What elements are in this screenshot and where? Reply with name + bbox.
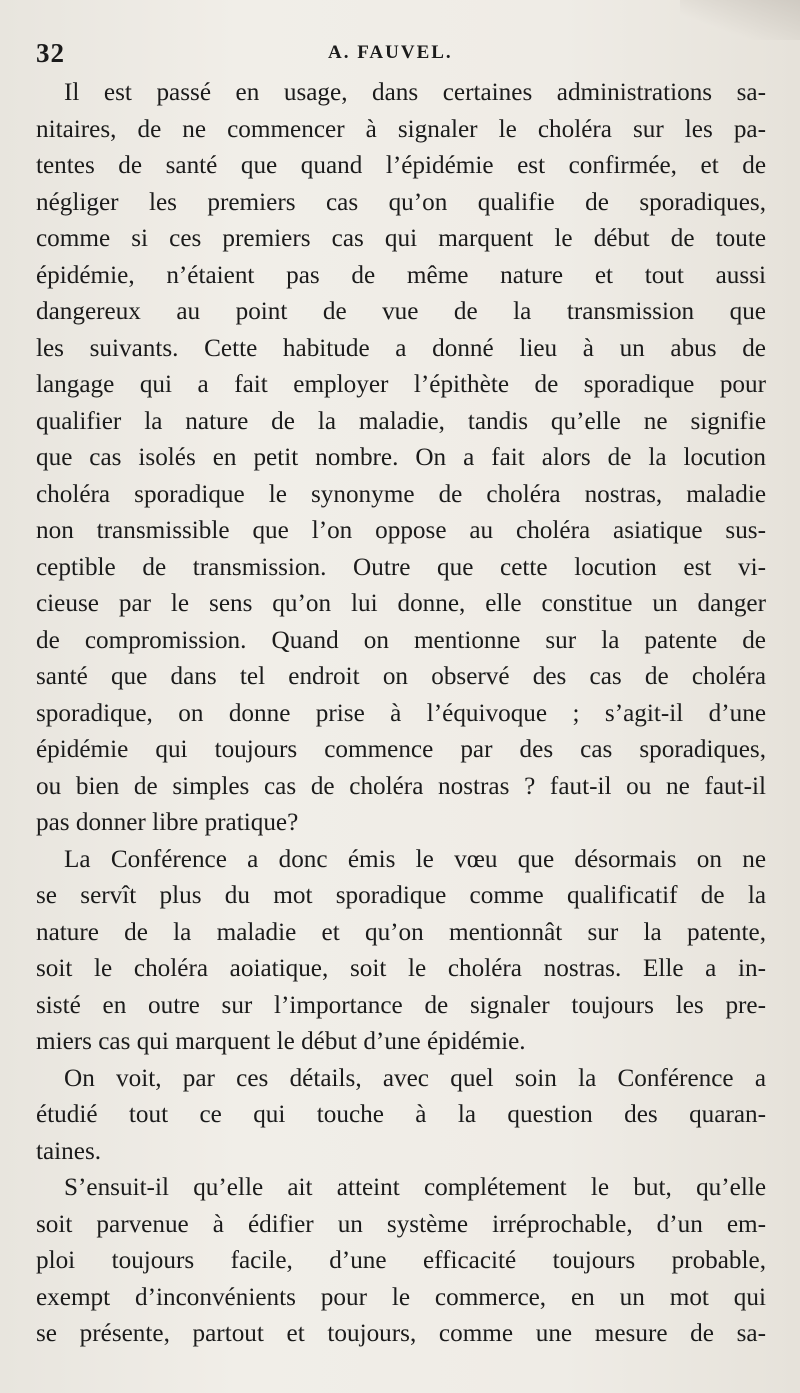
text-line: dangereux au point de vue de la transmission que [36,298,766,325]
text-line: épidémie, n’étaient pas de même nature et tout aussi [36,261,766,289]
text-line: ceptible de transmission. Outre que cette locution est vi- [36,553,766,581]
page-number: 32 [36,38,65,68]
text-line: qualifier la nature de la maladie, tandis qu’elle ne signifie [36,407,766,435]
text-line: On voit, par ces détails, avec quel soin la Conférence a [64,1064,766,1092]
text-line: Il est passé en usage, dans certaines administrations sa- [64,79,766,106]
text-line: que cas isolés en petit nombre. On a fait alors de la locution [36,444,766,471]
text-line: soit parvenue à édifier un système irréprochable, d’un em- [36,1210,766,1238]
text-line: La Conférence a donc émis le vœu que désormais on ne [64,845,766,873]
text-line: pas donner libre pratique? [36,809,299,836]
text-line: nitaires, de ne commencer à signaler le choléra sur les pa- [36,115,766,143]
text-line: comme si ces premiers cas qui marquent le début de toute [36,225,766,252]
text-line: cieuse par le sens qu’on lui donne, elle constitue un danger [36,590,766,617]
text-line: les suivants. Cette habitude a donné lieu à un abus de [36,334,766,362]
text-line: sisté en outre sur l’importance de signaler toujours les pre- [36,991,766,1019]
text-line: exempt d’inconvénients pour le commerce, en un mot qui [36,1283,766,1311]
text-line: ou bien de simples cas de choléra nostras ? faut-il ou ne faut-il [36,772,766,800]
text-line: ploi toujours facile, d’une efficacité toujours probable, [36,1247,766,1274]
text-line: soit le choléra aoiatique, soit le choléra nostras. Elle a in- [36,955,766,982]
text-line: sporadique, on donne prise à l’équivoque ; s’agit-il d’une [36,699,766,727]
text-line: choléra sporadique le synonyme de choléra nostras, maladie [36,480,766,508]
page-header [36,38,776,72]
text-line: nature de la maladie et qu’on mentionnât sur la patente, [36,918,766,946]
text-line: taines. [36,1137,102,1165]
text-line: S’ensuit-il qu’elle ait atteint complétement le but, qu’elle [64,1174,766,1201]
page-corner-shadow [680,0,800,40]
text-line: étudié tout ce qui touche à la question des quaran- [36,1101,766,1128]
text-line: miers cas qui marquent le début d’une épidémie. [36,1028,526,1055]
text-line: de compromission. Quand on mentionne sur la patente de [36,626,766,654]
text-line: négliger les premiers cas qu’on qualifie de sporadiques, [36,188,766,216]
text-line: non transmissible que l’on oppose au choléra asiatique sus- [36,517,766,544]
text-line: tentes de santé que quand l’épidémie est confirmée, et de [36,152,766,179]
text-line: épidémie qui toujours commence par des cas sporadiques, [36,736,766,763]
text-line: se servît plus du mot sporadique comme qualificatif de la [36,882,766,909]
text-line: santé que dans tel endroit on observé des cas de choléra [36,663,766,690]
text-line: langage qui a fait employer l’épithète de sporadique pour [36,371,766,398]
text-line: se présente, partout et toujours, comme une mesure de sa- [36,1320,766,1347]
running-head: A. FAUVEL. [328,42,453,63]
body-text [36,75,766,1353]
